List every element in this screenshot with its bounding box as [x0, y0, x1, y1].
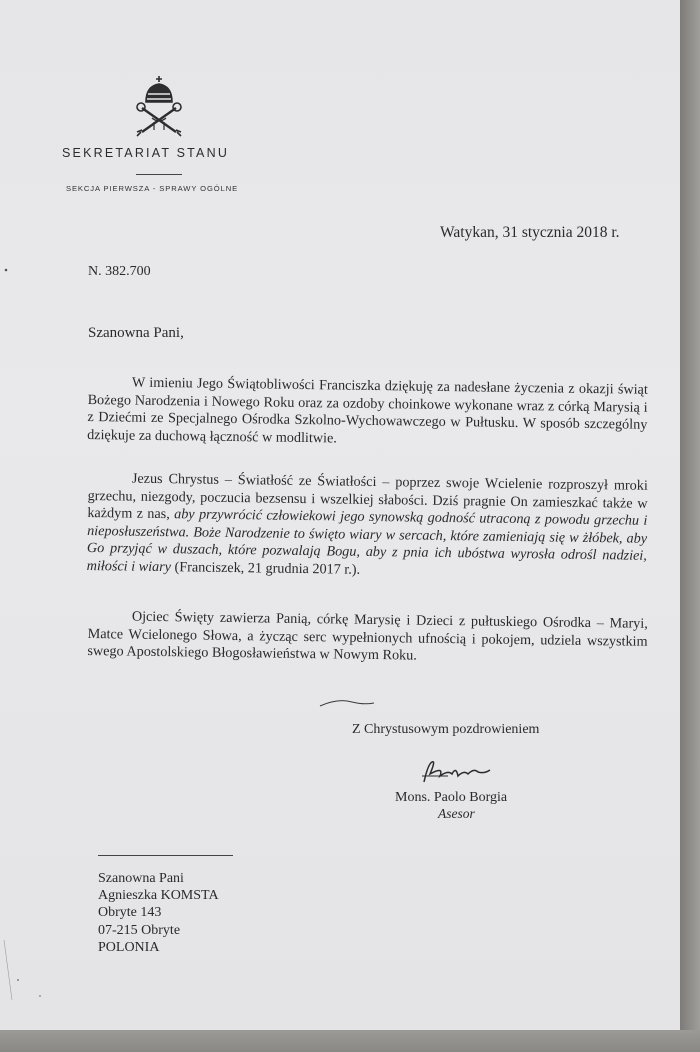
salutation: Szanowna Pani, [88, 325, 184, 341]
closing-greeting: Z Chrystusowym pozdrowieniem [352, 722, 540, 737]
body-paragraph-1: W imieniu Jego Świątobliwości Franciszka dziękuję za nadesłane życzenia z okazji świąt Bożego Narodzenia i Nowego Roku oraz za ozdoby choinkowe wykonane wraz z córką Marysią i z Dziećmi ze Specjalnego Ośrodka Szkolno-Wychowawczego w Pułtusku. W sposób szczególny dziękuje za duchową łączność w modlitwie. [87, 374, 648, 447]
reference-number: N. 382.700 [88, 264, 151, 279]
section-subtitle: SEKCJA PIERWSZA - SPRAWY OGÓLNE [66, 184, 239, 193]
body-paragraph-3: Ojciec Święty zawierza Panią, córkę Marysię i Dzieci z pułtuskiego Ośrodka – Maryi, Matce Wcielonego Słowa, a życząc serc wypełnionych ufnością i pokojem, udziela wszystkim swego Apostolskiego Błogosławieństwa w Nowym Roku. [87, 608, 648, 664]
date-line: Watykan, 31 stycznia 2018 r. [440, 224, 620, 241]
signer-role: Asesor [438, 806, 475, 821]
address-line-4: 07-215 Obryte [98, 922, 181, 938]
address-line-5: POLONIA [98, 939, 160, 955]
papal-quote: aby przywrócić człowiekowi jego synowską godność utraconą z powodu grzechu i nieposłuszeństwa. Boże Narodzenie to święto wiary w sercach, które zamieniają się w żłóbek, aby Go przyjąć w duszach, które pozwalają Bogu, aby z pnia ich ubóstwa wyrosła odrośl nadziei, miłości i wiary [86, 506, 648, 576]
signer-name: Mons. Paolo Borgia [395, 790, 508, 805]
background-edge-bottom [0, 1030, 700, 1052]
paragraph-2-text: Jezus Chrystus – Światłość ze Światłości – poprzez swoje Wcielenie rozproszył mroki grzechu, niezgody, poczucia bezsensu i wszelkiej słabości. Dziś pragnie On zamieszkać także w każdym z nas, [87, 470, 648, 523]
address-line-2: Agnieszka KOMSTA [98, 888, 219, 904]
quote-citation: (Franciszek, 21 grudnia 2017 r.). [170, 559, 361, 578]
department-title: SEKRETARIAT STANU [62, 146, 230, 160]
address-line-1: Szanowna Pani [98, 871, 184, 886]
background-edge-right [680, 0, 700, 1052]
address-line-3: Obryte 143 [98, 905, 162, 921]
